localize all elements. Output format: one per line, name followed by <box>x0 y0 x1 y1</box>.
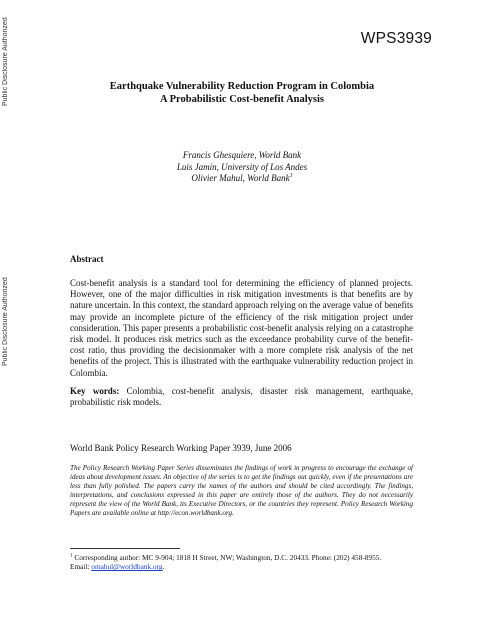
abstract-body: Cost-benefit analysis is a standard tool for determining the efficiency of planned projects. However, one of the major difficulties in risk mitigation investments is that benefits are by nature uncertain. In this context, the standard approach relying on the average value of benefits may provide an incomplete picture of the efficiency of the risk mitigation project under consideration. This paper presents a probabilistic cost-benefit analysis relying on a catastrophe risk model. It produces risk metrics such as the exceedance probability curve of the benefit-cost ratio, thus providing the decisionmaker with a more complete risk analysis of the net benefits of the project. This is illustrated with the earthquake vulnerability reduction project in Colombia. <box>70 278 413 378</box>
author-1: Francis Ghesquiere, World Bank <box>182 150 302 160</box>
author-footnote-marker: 1 <box>289 173 293 179</box>
keywords <box>70 386 413 408</box>
footnote-line-2 <box>70 562 420 571</box>
title-line-2: A Probabilistic Cost-benefit Analysis <box>159 94 325 105</box>
footnote-email-label: Email: <box>70 562 90 572</box>
author-2: Luis Jamin, University of Los Andes <box>176 161 308 172</box>
footnote-text: Corresponding author: MC 9-904; 1818 H Street, NW; Washington, D.C. 20433. Phone: (202) 458-8955. <box>74 553 382 562</box>
author-3-line <box>60 173 424 185</box>
author-3: Olivier Mahul, World Bank <box>191 173 290 183</box>
keywords-text: Colombia, cost-benefit analysis, disaster risk management, earthquake, probabilistic risk models. <box>70 386 414 408</box>
document-id: WPS3939 <box>360 30 432 47</box>
working-paper-series-line: World Bank Policy Research Working Paper 3939, June 2006 <box>70 443 292 453</box>
footnote-divider <box>70 548 180 549</box>
footnote-marker: 1 <box>70 553 73 559</box>
disclosure-label-top: Public Disclosure Authorized <box>2 17 9 107</box>
author-list <box>60 150 424 185</box>
footnote <box>70 553 420 572</box>
keywords-label: Key words: <box>70 386 120 396</box>
abstract-heading: Abstract <box>70 254 104 264</box>
footnote-line-1 <box>70 553 420 562</box>
footnote-email-link[interactable]: omahul@worldbank.org <box>91 562 163 572</box>
series-disclaimer: The Policy Research Working Paper Series disseminates the findings of work in progress to encourage the exchange of ideas about development issues. An objective of the series is to get the findings out quickly, even if the presentations are less than fully polished. The papers carry the names of the authors and should be cited accordingly. The findings, interpretations, and conclusions expressed in this paper are entirely those of the authors. They do not necessarily represent the view of the World Bank, its Executive Directors, or the countries they represent. Policy Research Working Papers are available online at http://econ.worldbank.org. <box>70 464 413 518</box>
disclosure-label-bottom: Public Disclosure Authorized <box>2 277 9 367</box>
title-line-1: Earthquake Vulnerability Reduction Program in Colombia <box>109 81 375 92</box>
footnote-email-suffix: . <box>162 562 165 572</box>
paper-title <box>60 80 424 106</box>
